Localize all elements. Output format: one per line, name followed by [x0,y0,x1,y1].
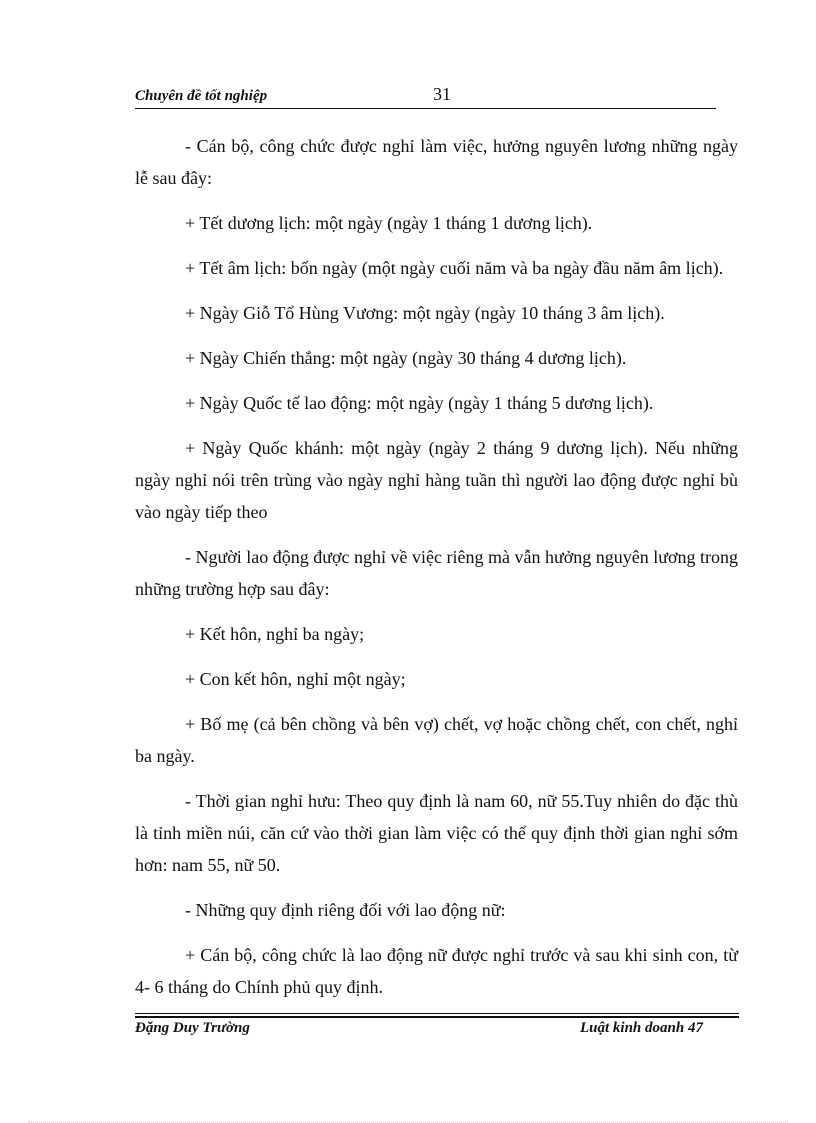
paragraph: + Kết hôn, nghỉ ba ngày; [185,624,365,644]
paragraph: + Bố mẹ (cả bên chồng và bên vợ) chết, vợ hoặc chồng chết, con chết, nghỉ ba ngày. [135,714,738,766]
paragraph: - Thời gian nghỉ hưu: Theo quy định là nam 60, nữ 55.Tuy nhiên do đặc thù là tỉnh miền núi, căn cứ vào thời gian làm việc có thể quy định thời gian nghỉ sớm hơn: nam 55, nữ 50. [135,791,738,875]
paragraph: + Ngày Chiến thắng: một ngày (ngày 30 tháng 4 dương lịch). [185,348,627,368]
paragraph: - Những quy định riêng đối với lao động nữ: [185,900,506,920]
paragraph: + Ngày Giỗ Tổ Hùng Vương: một ngày (ngày 10 tháng 3 âm lịch). [185,303,665,323]
paragraph: - Người lao động được nghỉ về việc riêng mà vẫn hưởng nguyên lương trong những trường hợp sau đây: [135,547,738,599]
document-body [135,130,738,1016]
paragraph: + Tết âm lịch: bốn ngày (một ngày cuối năm và ba ngày đầu năm âm lịch). [185,258,724,278]
page-header [135,86,716,109]
paragraph: + Cán bộ, công chức là lao động nữ được nghỉ trước và sau khi sinh con, từ 4- 6 tháng do Chính phủ quy định. [135,945,738,997]
footer-divider-thick [135,1016,739,1018]
footer-divider [135,1013,739,1014]
paragraph: - Cán bộ, công chức được nghỉ làm việc, hưởng nguyên lương những ngày lễ sau đây: [135,136,738,188]
paragraph: + Ngày Quốc khánh: một ngày (ngày 2 tháng 9 dương lịch). Nếu những ngày nghỉ nói trên trùng vào ngày nghỉ hàng tuần thì người lao động được nghỉ bù vào ngày tiếp theo [135,438,738,522]
footer-class: Luật kinh doanh 47 [580,1020,703,1036]
header-title: Chuyên đề tốt nghiệp [135,88,268,104]
page-number: 31 [433,84,451,104]
paragraph: + Ngày Quốc tế lao động: một ngày (ngày 1 tháng 5 dương lịch). [185,393,654,413]
paragraph: + Con kết hôn, nghỉ một ngày; [185,669,406,689]
footer-author: Đặng Duy Trường [135,1020,250,1036]
paragraph: + Tết dương lịch: một ngày (ngày 1 tháng 1 dương lịch). [185,213,593,233]
